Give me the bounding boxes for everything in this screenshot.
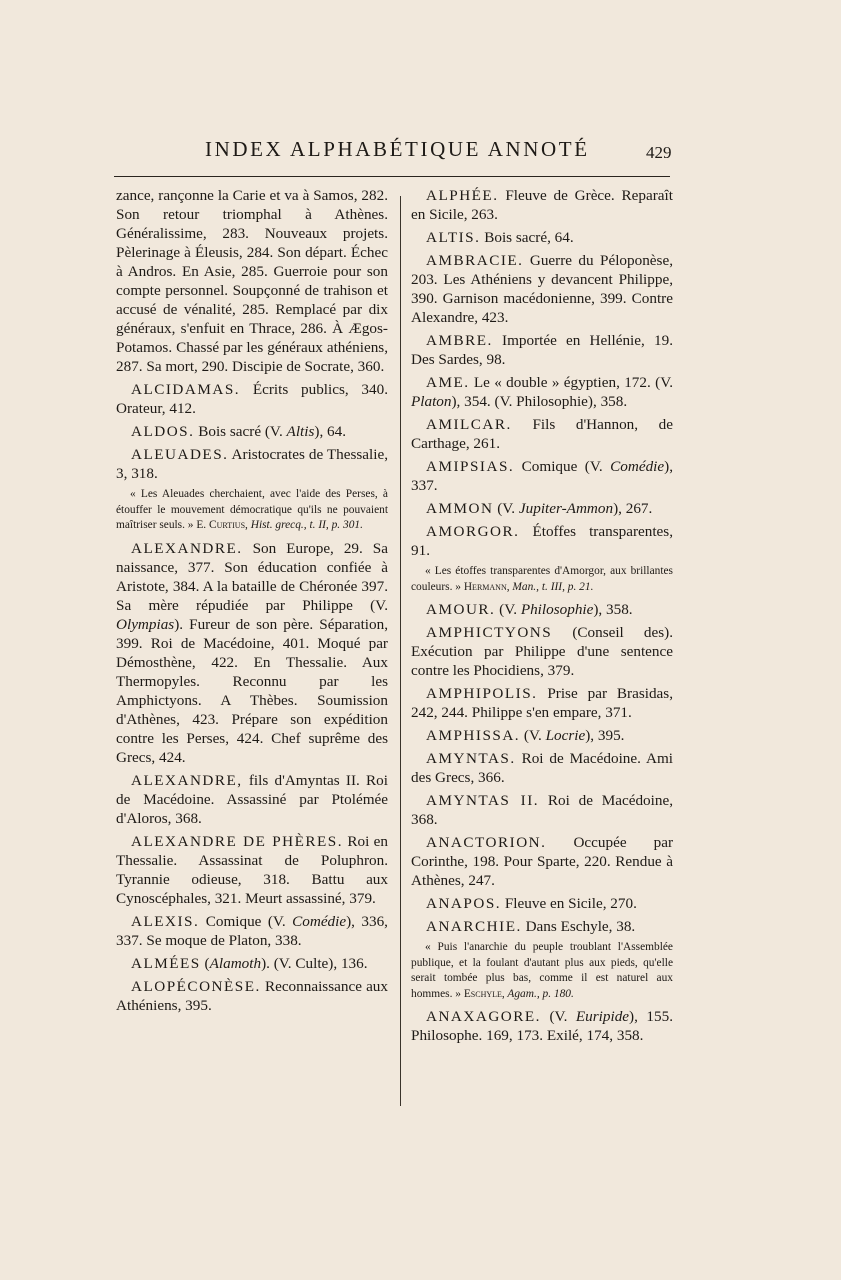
entry-text: Écrits publics, 340. Orateur, 412. bbox=[116, 381, 388, 417]
entry-text: ( bbox=[200, 954, 210, 972]
quote-reference: Man., t. III, p. 21. bbox=[509, 580, 594, 593]
index-entry bbox=[411, 600, 673, 619]
index-entry bbox=[116, 977, 388, 1015]
entry-headword: AMOUR. bbox=[426, 601, 496, 618]
index-entry bbox=[411, 833, 673, 890]
entry-text: Guerre du Péloponèse, 203. Les Athéniens y devancent Philippe, 390. Garnison macédonienne, 399. Contre Alexandre, 423. bbox=[411, 252, 673, 326]
entry-headword: AMORGOR. bbox=[426, 523, 520, 540]
entry-italic-ref: Olympias bbox=[116, 615, 175, 633]
index-entry bbox=[411, 522, 673, 560]
entry-text: Comique (V. bbox=[199, 912, 293, 930]
entry-headword: ALEXANDRE. bbox=[131, 539, 243, 557]
index-entry bbox=[411, 623, 673, 680]
entry-italic-ref: Altis bbox=[286, 423, 315, 440]
entry-headword: AMYNTAS. bbox=[426, 750, 516, 767]
quote-text: « Puis l'anarchie du peuple troublant l'Assemblée publique, et la foulant d'autant plus aux pieds, qu'elle serait tombée plus bas, comme il est naturel aux hommes. » bbox=[411, 941, 673, 1000]
index-entry bbox=[116, 422, 388, 441]
entry-text-after: ). Fureur de son père. Séparation, 399. Roi de Macédoine, 401. Moqué par Démosthène, 422. En Thessalie. Aux Thermopyles. Reconnu par les Amphictyons. A Thèbes. Soumission d'Athènes, 423. Prépare son expédition contre les Perses, 424. Chef suprême des Grecs, 424. bbox=[116, 615, 388, 766]
entry-headword: AMBRACIE. bbox=[426, 252, 524, 269]
index-entry bbox=[411, 726, 673, 745]
entry-headword: AMBRE. bbox=[426, 332, 493, 349]
running-title: INDEX ALPHABÉTIQUE ANNOTÉ bbox=[205, 137, 590, 161]
entry-headword: ANACTORION. bbox=[426, 834, 547, 851]
entry-text: Fleuve de Grèce. Reparaît en Sicile, 263. bbox=[411, 187, 673, 223]
entry-text: fils d'Amyntas II. Roi de Macédoine. Assassiné par Ptolémée d'Aloros, 368. bbox=[116, 771, 388, 827]
entry-headword: AMIPSIAS. bbox=[426, 458, 515, 475]
quote-text: « Les Aleuades cherchaient, avec l'aide des Perses, à étouffer le mouvement démocratique qu'ils ne pouvaient maîtriser seuls. » E. bbox=[116, 488, 388, 531]
entry-text: Occupée par Corinthe, 198. Pour Sparte, 220. Rendue à Athènes, 247. bbox=[411, 834, 673, 889]
entry-text: Roi en Thessalie. Assassinat de Poluphron. Tyrannie odieuse, 318. Battu aux Cynoscéphales, 321. Meurt assassiné, 379. bbox=[116, 832, 389, 907]
left-column bbox=[116, 186, 388, 1019]
entry-headword: AMYNTAS II. bbox=[426, 792, 540, 809]
entry-italic-ref: Jupiter-Ammon bbox=[518, 500, 614, 517]
entry-headword: ANAPOS. bbox=[426, 895, 502, 912]
entry-text: Le « double » égyptien, 172. (V. bbox=[469, 374, 673, 391]
index-entry bbox=[116, 912, 388, 950]
entry-headword: ALEUADES. bbox=[131, 446, 229, 463]
entry-headword: AMPHIPOLIS. bbox=[426, 685, 538, 702]
entry-italic-ref: Comédie bbox=[292, 912, 347, 930]
entry-headword: ALDOS. bbox=[131, 423, 195, 440]
entry-italic-ref: Alamoth bbox=[209, 954, 262, 972]
entry-text: (V. bbox=[495, 601, 521, 618]
entry-text-after: ), 336, 337. Se moque de Platon, 338. bbox=[116, 912, 388, 949]
entry-headword: ALEXIS. bbox=[131, 912, 200, 930]
entry-italic-ref: Platon bbox=[411, 393, 452, 410]
index-entry bbox=[411, 457, 673, 495]
entry-text: Bois sacré, 64. bbox=[480, 229, 574, 246]
entry-text: (V. bbox=[540, 1008, 576, 1025]
entry-text-after: ), 354. (V. Philosophie), 358. bbox=[451, 393, 628, 410]
index-entry bbox=[411, 749, 673, 787]
index-entry bbox=[116, 954, 388, 973]
index-entry bbox=[116, 539, 388, 767]
entry-headword: AMILCAR. bbox=[426, 416, 512, 433]
index-quote bbox=[411, 564, 673, 595]
entry-headword: AMMON bbox=[426, 500, 494, 517]
entry-text-after: ), 337. bbox=[411, 458, 673, 494]
entry-headword: ALOPÉCONÈSE. bbox=[131, 977, 261, 995]
entry-italic-ref: Locrie bbox=[545, 727, 586, 744]
index-quote bbox=[411, 940, 673, 1002]
column-divider bbox=[400, 196, 401, 1106]
quote-text: « Les étoffes transparentes d'Amorgor, aux brillantes couleurs. » bbox=[411, 565, 673, 593]
entry-text: Comique (V. bbox=[514, 458, 611, 475]
entry-text: Dans Eschyle, 38. bbox=[521, 918, 636, 935]
entry-text-after: ), 155. Philosophe. 169, 173. Exilé, 174, 358. bbox=[411, 1008, 673, 1044]
index-entry bbox=[411, 186, 673, 224]
entry-headword: ANARCHIE. bbox=[426, 918, 522, 935]
entry-text-after: ). (V. Culte), 136. bbox=[261, 954, 368, 972]
quote-author: Curtius, bbox=[209, 519, 248, 531]
entry-text: Roi de Macédoine, 368. bbox=[411, 792, 674, 828]
header-rule bbox=[114, 176, 670, 177]
entry-text: Fleuve en Sicile, 270. bbox=[501, 895, 637, 912]
index-entry bbox=[411, 791, 673, 829]
entry-text: zance, rançonne la Carie et va à Samos, 282. Son retour triomphal à Athènes. Généralissime, 283. Nouveaux projets. Pèlerinage à Éleusis, 284. Son départ. Échec à Andros. En Asie, 285. Guerroie pour son compte personnel. Soupçonné de trahison et accusé de vénalité, 285. Remplacé par dix généraux, s'enfuit en Thrace, 286. À Ægos-Potamos. Chassé par les généraux athéniens, 287. Sa mort, 290. Discipie de Socrate, 360. bbox=[116, 187, 388, 375]
page-number: 429 bbox=[646, 143, 672, 162]
index-entry bbox=[411, 499, 673, 518]
index-entry bbox=[411, 228, 673, 247]
index-entry bbox=[411, 917, 673, 936]
quote-author: Hermann, bbox=[463, 580, 510, 593]
entry-text: Bois sacré (V. bbox=[194, 423, 287, 440]
index-entry bbox=[411, 373, 673, 411]
entry-headword: ALCIDAMAS. bbox=[131, 381, 241, 398]
index-entry bbox=[411, 1007, 673, 1045]
entry-italic-ref: Philosophie bbox=[520, 601, 594, 618]
index-entry bbox=[116, 771, 388, 828]
index-entry bbox=[411, 684, 673, 722]
entry-text: (Conseil des). Exécution par Philippe d'une sentence contre les Phocidiens, 379. bbox=[411, 624, 673, 679]
entry-text: Étoffes transparentes, 91. bbox=[411, 523, 673, 559]
entry-text-after: ), 267. bbox=[613, 500, 653, 517]
entry-headword: ALEXANDRE DE PHÈRES. bbox=[131, 832, 344, 850]
entry-headword: ALEXANDRE, bbox=[131, 771, 243, 789]
entry-text-after: ), 395. bbox=[585, 727, 625, 744]
index-entry bbox=[116, 380, 388, 418]
index-entry bbox=[411, 331, 673, 369]
quote-author: Eschyle, bbox=[463, 987, 505, 1000]
entry-text: Reconnaissance aux Athéniens, 395. bbox=[116, 977, 388, 1014]
entry-italic-ref: Comédie bbox=[610, 458, 665, 475]
entry-italic-ref: Euripide bbox=[575, 1008, 630, 1025]
entry-text: Fils d'Hannon, de Carthage, 261. bbox=[411, 416, 673, 452]
entry-text: Importée en Hellénie, 19. Des Sardes, 98. bbox=[411, 332, 673, 368]
running-head bbox=[0, 136, 841, 166]
entry-text: Son Europe, 29. Sa naissance, 377. Son éducation confiée à Aristote, 384. A la bataille de Chéronée 397. Sa mère répudiée par Philippe (V. bbox=[116, 539, 388, 614]
index-quote bbox=[116, 487, 388, 534]
entry-headword: AMPHISSA. bbox=[426, 727, 521, 744]
entry-headword: ALTIS. bbox=[426, 229, 481, 246]
index-entry bbox=[411, 894, 673, 913]
entry-text: Prise par Brasidas, 242, 244. Philippe s'en empare, 371. bbox=[411, 685, 673, 721]
entry-text: Roi de Macédoine. Ami des Grecs, 366. bbox=[411, 750, 673, 786]
right-column bbox=[411, 186, 673, 1049]
entry-headword: AME. bbox=[426, 374, 470, 391]
entry-text: (V. bbox=[493, 500, 519, 517]
entry-text: Aristocrates de Thessalie, 3, 318. bbox=[116, 446, 388, 482]
index-entry bbox=[116, 832, 388, 908]
entry-headword: AMPHICTYONS bbox=[426, 624, 553, 641]
entry-headword: ANAXAGORE. bbox=[426, 1008, 541, 1025]
entry-text-after: ), 64. bbox=[314, 423, 347, 440]
entry-text: (V. bbox=[520, 727, 546, 744]
entry-text-after: ), 358. bbox=[593, 601, 633, 618]
quote-reference: Agam., p. 180. bbox=[504, 987, 574, 1000]
index-entry bbox=[411, 415, 673, 453]
entry-headword: ALPHÉE. bbox=[426, 187, 499, 204]
entry-headword: ALMÉES bbox=[131, 954, 201, 972]
index-entry bbox=[116, 186, 388, 376]
index-entry bbox=[411, 251, 673, 327]
index-entry bbox=[116, 445, 388, 483]
quote-reference: Hist. grecq., t. II, p. 301. bbox=[247, 519, 363, 531]
